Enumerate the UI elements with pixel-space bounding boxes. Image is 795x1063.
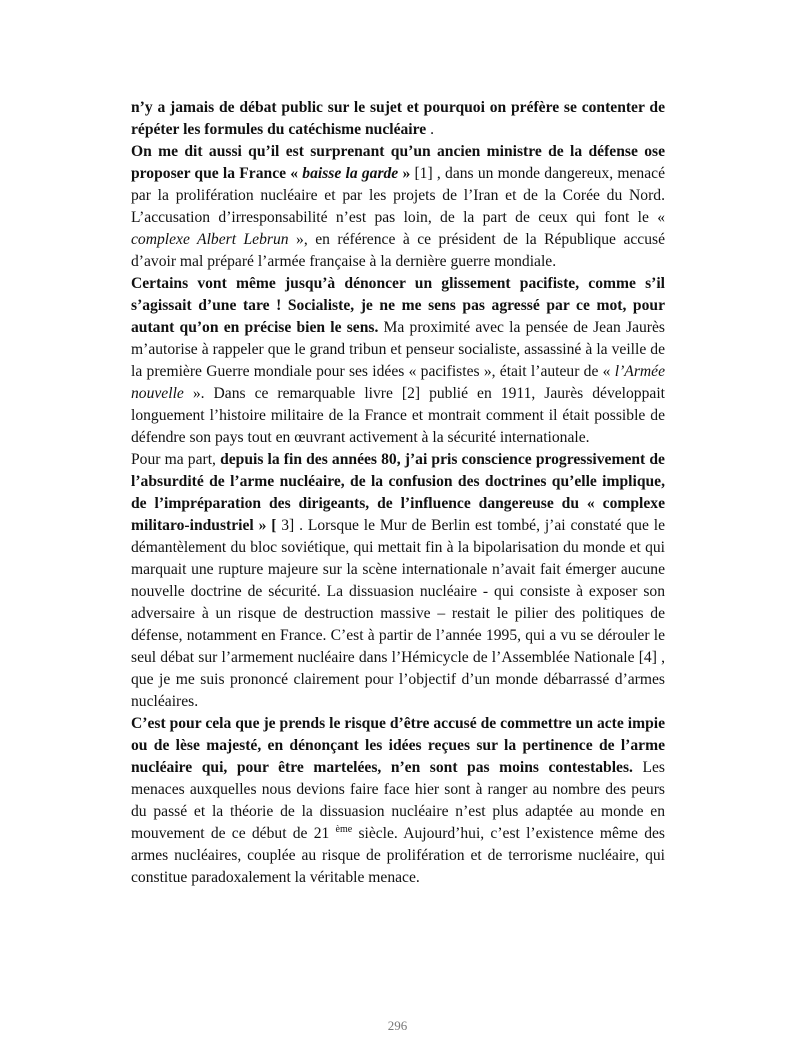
paragraph-2 xyxy=(131,141,665,273)
page-body xyxy=(131,97,665,889)
page-number: 296 xyxy=(387,1018,408,1033)
paragraph-5 xyxy=(131,713,665,889)
run: Ma proximité avec la pensée de Jean Jaurès m’autorise à rappeler que le grand tribun et penseur socialiste, assassiné à la veille de la première Guerre mondiale pour ses idées « pacifistes », était l’auteur de « xyxy=(131,319,665,380)
paragraph-1 xyxy=(131,97,665,141)
paragraph-4 xyxy=(131,449,665,713)
run: Certains vont même jusqu’à dénoncer un glissement pacifiste, comme s’il s’agissait d’une tare ! Socialiste, je ne me sens pas agressé par ce mot, pour autant qu’on en précise bien le sens. xyxy=(131,275,665,336)
run: », en référence à ce président de la République accusé d’avoir mal préparé l’armée française à la dernière guerre mondiale. xyxy=(131,231,665,270)
run: l’Armée nouvelle xyxy=(131,363,665,402)
run: Les menaces auxquelles nous devions faire face hier sont à ranger au nombre des peurs du passé et la théorie de la dissuasion nucléaire n’est plus adaptée au monde en mouvement de ce début de 21 xyxy=(131,759,665,842)
run: C’est pour cela que je prends le risque d’être accusé de commettre un acte impie ou de lèse majesté, en dénonçant les idées reçues sur la pertinence de l’arme nucléaire qui, pour être martelées, n’en sont pas moins contestables. xyxy=(131,715,665,776)
run: baisse la garde xyxy=(302,165,399,182)
superscript: ème xyxy=(335,823,353,835)
run: depuis la fin des années 80, j’ai pris conscience progressivement de l’absurdité de l’arme nucléaire, de la confusion des doctrines qu’elle implique, de l’impréparation des dirigeants, de l’influence dangereuse du « complexe militaro-industriel » [ xyxy=(131,451,665,534)
run: 3] . Lorsque le Mur de Berlin est tombé, j’ai constaté que le démantèlement du bloc soviétique, qui mettait fin à la bipolarisation du monde et qui marquait une rupture majeure sur la scène internationale n’avait fait émerger aucune nouvelle doctrine de sécurité. La dissuasion nucléaire - qui consiste à exposer son adversaire à un risque de destruction massive – restait le pilier des politiques de défense, notamment en France. C’est à partir de l’année 1995, qui a vu se dérouler le seul débat sur l’armement nucléaire dans l’Hémicycle de l’Assemblée Nationale [4] , que je me suis prononcé clairement pour l’objectif d’un monde débarrassé d’armes nucléaires. xyxy=(131,517,665,710)
run: complexe Albert Lebrun xyxy=(131,231,289,248)
run: On me dit aussi qu’il est surprenant qu’un ancien ministre de la défense ose proposer que la France « xyxy=(131,143,665,182)
run: Pour ma part, xyxy=(131,451,221,468)
run: ». Dans ce remarquable livre [2] publié en 1911, Jaurès développait longuement l’histoire militaire de la France et montrait comment il était possible de défendre son pays tout en œuvrant activement à la sécurité internationale. xyxy=(131,385,665,446)
run: [1] , dans un monde dangereux, menacé par la prolifération nucléaire et par les projets de l’Iran et de la Corée du Nord. L’accusation d’irresponsabilité n’est pas loin, de la part de ceux qui font le « xyxy=(131,165,665,226)
run: siècle. Aujourd’hui, c’est l’existence même des armes nucléaires, couplée au risque de prolifération et de terrorisme nucléaire, qui constitue paradoxalement la véritable menace. xyxy=(131,825,665,886)
run xyxy=(302,165,398,182)
run: n’y a jamais de débat public sur le sujet et pourquoi on préfère se contenter de répéter les formules du catéchisme nucléaire xyxy=(131,99,665,138)
paragraph-3 xyxy=(131,273,665,449)
run: » xyxy=(398,165,411,182)
run: . xyxy=(426,121,434,138)
